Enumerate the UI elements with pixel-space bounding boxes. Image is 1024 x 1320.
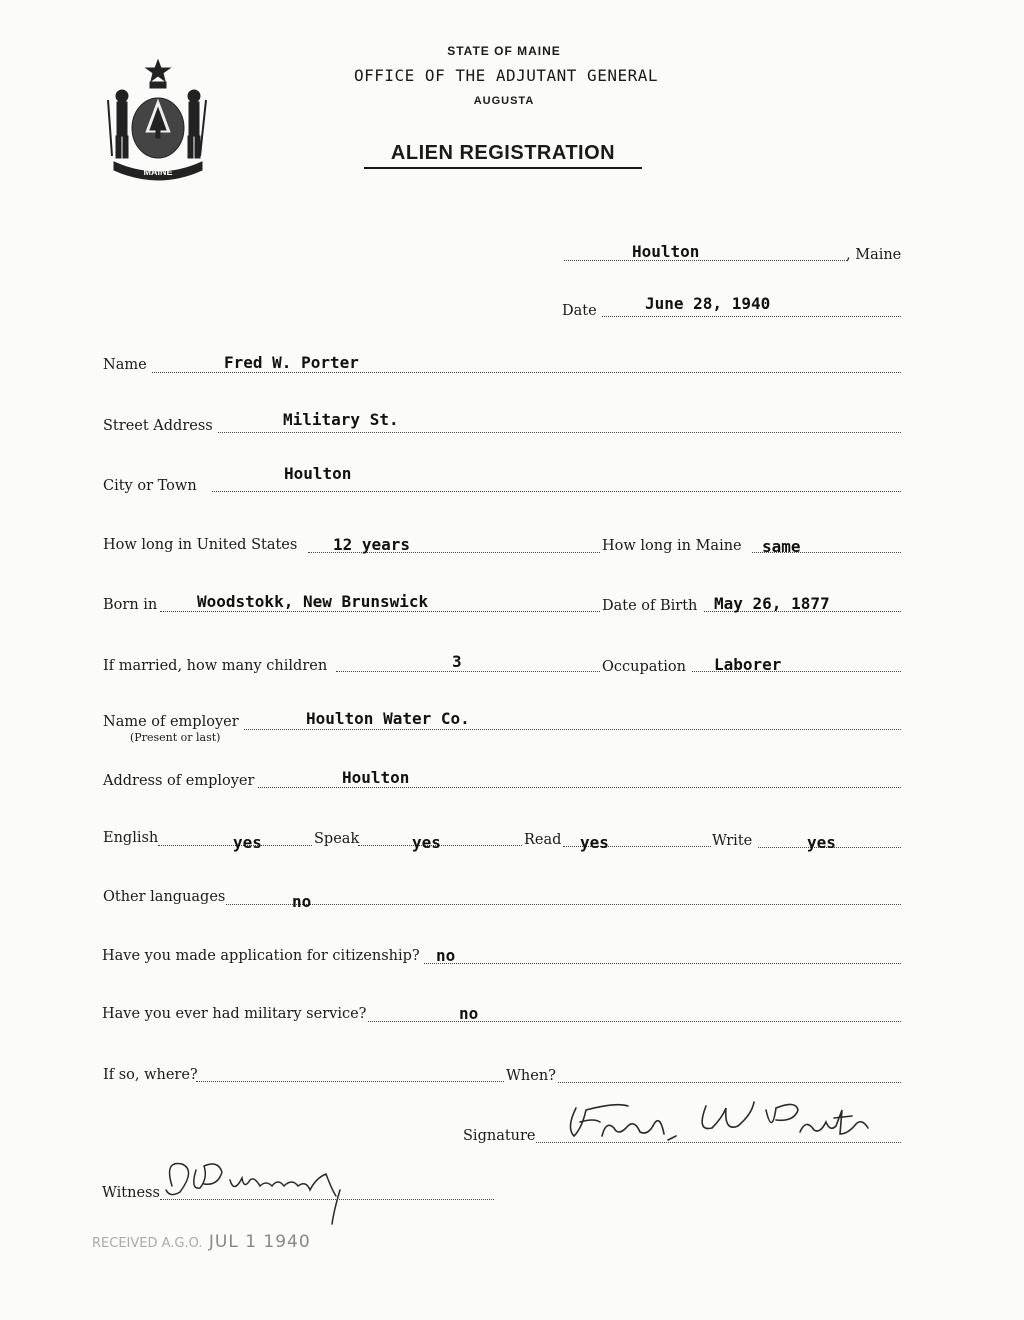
dob-label: Date of Birth (602, 598, 698, 614)
form-title: ALIEN REGISTRATION (364, 142, 642, 169)
header-office: OFFICE OF THE ADJUTANT GENERAL (354, 66, 658, 85)
town-line (564, 260, 847, 261)
citizenship-line (424, 963, 901, 964)
years-us-label: How long in United States (103, 537, 298, 553)
date-line (602, 316, 901, 317)
years-maine-label: How long in Maine (602, 538, 742, 554)
where-label: If so, where? (103, 1067, 198, 1083)
city-line (212, 491, 901, 492)
citizenship-value: no (436, 946, 456, 965)
where-line (196, 1081, 504, 1082)
children-value: 3 (452, 652, 462, 671)
city-label: City or Town (103, 478, 197, 494)
speak-value: yes (412, 833, 441, 852)
military-line (368, 1021, 901, 1022)
received-stamp-text: RECEIVED A.G.O. (92, 1236, 203, 1251)
date-value: June 28, 1940 (645, 294, 771, 313)
received-stamp-date: JUL 1 1940 (208, 1232, 311, 1252)
signature-label: Signature (463, 1128, 536, 1144)
english-label: English (103, 830, 159, 846)
street-value: Military St. (283, 410, 399, 429)
state-label: , Maine (846, 247, 902, 263)
employer-line (244, 729, 901, 730)
name-value: Fred W. Porter (224, 353, 359, 372)
header-city: AUGUSTA (473, 95, 535, 107)
employer-sublabel: (Present or last) (130, 731, 221, 744)
write-value: yes (807, 833, 836, 852)
born-in-line (160, 611, 600, 612)
witness-label: Witness (102, 1185, 160, 1201)
witness-handwriting (156, 1150, 366, 1230)
military-label: Have you ever had military service? (102, 1006, 367, 1022)
when-line (558, 1082, 901, 1083)
employer-address-line (258, 787, 901, 788)
when-label: When? (506, 1068, 556, 1084)
read-value: yes (580, 833, 609, 852)
speak-label: Speak (314, 831, 360, 847)
english-value: yes (233, 833, 262, 852)
town-value: Houlton (632, 242, 700, 261)
street-line (218, 432, 901, 433)
other-languages-label: Other languages (103, 889, 226, 905)
employer-value: Houlton Water Co. (306, 709, 470, 728)
years-maine-value: same (762, 537, 801, 556)
born-in-value: Woodstokk, New Brunswick (197, 592, 429, 611)
children-line (336, 671, 600, 672)
name-line (152, 372, 901, 373)
date-label: Date (562, 303, 597, 319)
name-label: Name (103, 357, 147, 373)
other-languages-line (226, 904, 901, 905)
occupation-label: Occupation (602, 659, 686, 675)
write-label: Write (712, 833, 753, 849)
header-state: STATE OF MAINE (447, 44, 561, 58)
employer-address-label: Address of employer (103, 773, 255, 789)
street-label: Street Address (103, 418, 213, 434)
seal-banner-text: MAINE (143, 167, 173, 177)
signature-handwriting (556, 1088, 896, 1150)
employer-address-value: Houlton (342, 768, 410, 787)
city-value: Houlton (284, 464, 352, 483)
read-label: Read (524, 832, 562, 848)
occupation-value: Laborer (714, 655, 782, 674)
born-in-label: Born in (103, 597, 158, 613)
children-label: If married, how many children (103, 658, 328, 674)
military-value: no (459, 1004, 479, 1023)
received-stamp (92, 1232, 311, 1252)
employer-label: Name of employer (103, 714, 239, 730)
dob-value: May 26, 1877 (714, 594, 830, 613)
years-us-value: 12 years (333, 535, 411, 554)
other-languages-value: no (292, 892, 312, 911)
citizenship-label: Have you made application for citizenship? (102, 948, 420, 964)
